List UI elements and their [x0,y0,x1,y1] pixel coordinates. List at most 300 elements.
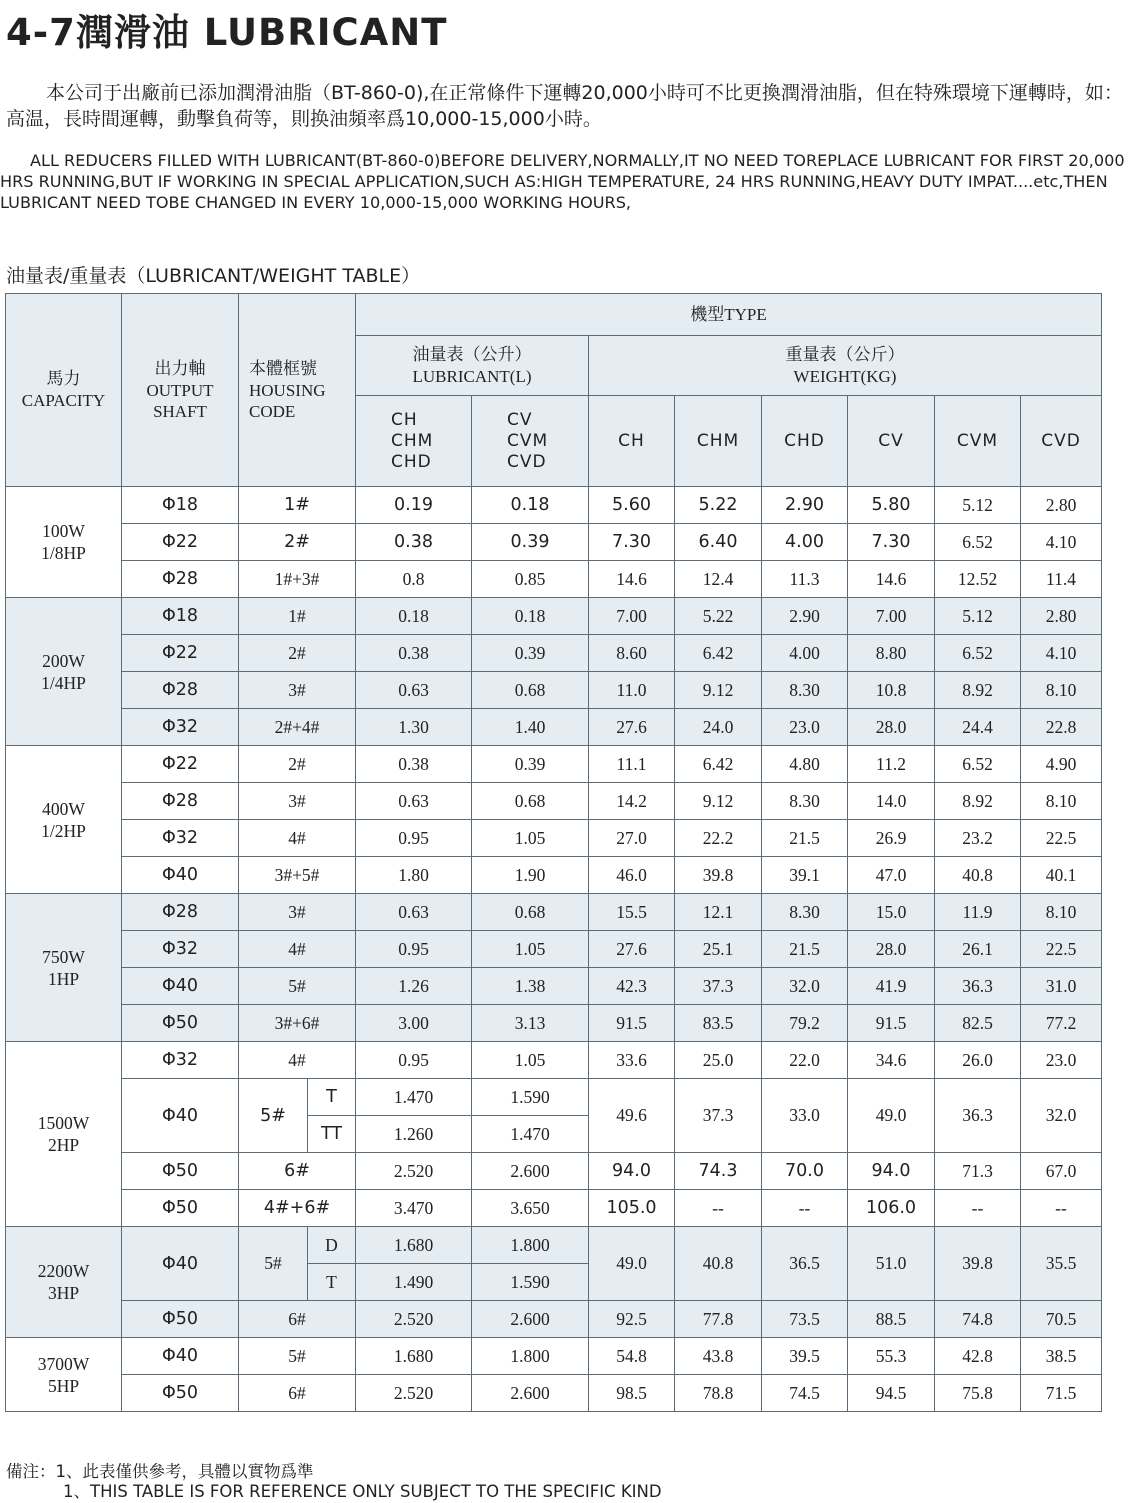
lubricant-ch-cell: 0.18 [356,598,472,635]
weight-cell-cvm: 5.12 [935,598,1021,635]
table-row [6,1042,1102,1079]
weight-cell-cv: 7.30 [848,524,935,561]
housing-code-cell: 5# [239,1079,308,1153]
intro-chinese-text: 本公司于出廠前已添加潤滑油脂（BT-860-0),在正常條件下運轉20,000小時可不比更換潤滑油脂，但在特殊環境下運轉時，如：高温，長時間運轉，動擊負荷等，則换油頻率爲10,000-15,000小時。 [6,82,1123,130]
weight-cell-cvd: 23.0 [1021,1042,1102,1079]
weight-cell-cvm: 6.52 [935,524,1021,561]
lubricant-ch-cell: 1.470 [356,1079,472,1116]
weight-cell-cv: 8.80 [848,635,935,672]
shaft-cell: Φ28 [122,672,239,709]
capacity-label: 3HP [47,1283,80,1303]
shaft-cell: Φ28 [122,561,239,598]
weight-cell-cvm: 74.8 [935,1301,1021,1338]
weight-cell-chd: 21.5 [762,931,848,968]
lubricant-cv-cell: 1.590 [472,1264,589,1301]
shaft-cell: Φ32 [122,931,239,968]
weight-cell-cv: 106.0 [848,1190,935,1227]
weight-cell-chd: 8.30 [762,783,848,820]
shaft-cell: Φ50 [122,1301,239,1338]
shaft-cell: Φ18 [122,487,239,524]
header-capacity [6,294,122,487]
weight-cell-cvm: 42.8 [935,1338,1021,1375]
weight-cell-cv: 14.6 [848,561,935,598]
weight-cell-chd: 11.3 [762,561,848,598]
shaft-cell: Φ28 [122,783,239,820]
capacity-label: 2HP [47,1135,80,1155]
lubricant-ch-cell: 1.680 [356,1227,472,1264]
weight-cell-cvm: 6.52 [935,635,1021,672]
lubricant-cv-cell: 3.13 [472,1005,589,1042]
weight-cell-cvm: 23.2 [935,820,1021,857]
lubricant-cv-cell: 0.39 [472,524,589,561]
shaft-cell: Φ32 [122,709,239,746]
weight-cell-cvd: 22.5 [1021,820,1102,857]
weight-cell-chm: 74.3 [675,1153,762,1190]
weight-cell-chm: 37.3 [675,968,762,1005]
weight-cell-chm: 6.40 [675,524,762,561]
lubricant-ch-cell: 1.490 [356,1264,472,1301]
header-weight-cn: 重量表（公斤） [785,344,905,365]
lubricant-ch-cell: 0.19 [356,487,472,524]
weight-cell-cvd: 8.10 [1021,672,1102,709]
housing-code-cell: 4# [239,931,356,968]
weight-cell-chd: 39.5 [762,1338,848,1375]
table-row [6,783,1102,820]
weight-cell-ch: 27.0 [589,820,675,857]
weight-cell-chm: 78.8 [675,1375,762,1412]
header-model-label: CV [507,409,533,430]
table-row [6,524,1102,561]
shaft-cell: Φ50 [122,1190,239,1227]
housing-code-cell: 1# [239,487,356,524]
weight-cell-cv: 26.9 [848,820,935,857]
weight-cell-cvm: -- [935,1190,1021,1227]
lubricant-cv-cell: 1.90 [472,857,589,894]
weight-cell-chm: 9.12 [675,783,762,820]
weight-cell-ch: 8.60 [589,635,675,672]
weight-cell-ch: 49.6 [589,1079,675,1153]
header-lubricant-en: LUBRICANT(L) [412,366,532,386]
weight-cell-cvm: 6.52 [935,746,1021,783]
weight-cell-cvd: 2.80 [1021,598,1102,635]
shaft-cell: Φ50 [122,1153,239,1190]
housing-sub-cell: TT [308,1116,356,1153]
weight-cell-cvd: 22.8 [1021,709,1102,746]
capacity-cell [6,487,122,598]
shaft-cell: Φ40 [122,968,239,1005]
header-shaft [122,294,239,487]
weight-cell-cvm: 75.8 [935,1375,1021,1412]
capacity-cell [6,746,122,894]
capacity-cell [6,1338,122,1412]
weight-cell-cv: 91.5 [848,1005,935,1042]
weight-cell-cvm: 39.8 [935,1227,1021,1301]
weight-cell-chd: 22.0 [762,1042,848,1079]
weight-cell-cv: 28.0 [848,709,935,746]
weight-cell-cv: 34.6 [848,1042,935,1079]
lubricant-cv-cell: 0.68 [472,672,589,709]
table-title: 油量表/重量表（LUBRICANT/WEIGHT TABLE） [6,265,421,287]
weight-cell-chm: -- [675,1190,762,1227]
weight-cell-cvm: 24.4 [935,709,1021,746]
shaft-cell: Φ40 [122,857,239,894]
weight-cell-ch: 7.00 [589,598,675,635]
header-weight-col-ch: CH [589,396,675,487]
weight-cell-ch: 42.3 [589,968,675,1005]
lubricant-cv-cell: 1.590 [472,1079,589,1116]
weight-cell-cvd: -- [1021,1190,1102,1227]
housing-code-cell: 3# [239,894,356,931]
table-row [6,1079,1102,1116]
header-weight-col-cv: CV [848,396,935,487]
weight-cell-cvd: 38.5 [1021,1338,1102,1375]
table-row [6,1375,1102,1412]
lubricant-cv-cell: 1.05 [472,931,589,968]
lubricant-cv-cell: 2.600 [472,1153,589,1190]
lubricant-ch-cell: 3.470 [356,1190,472,1227]
lubricant-cv-cell: 1.38 [472,968,589,1005]
housing-code-cell: 2# [239,746,356,783]
table-row [6,1301,1102,1338]
weight-cell-ch: 33.6 [589,1042,675,1079]
weight-cell-ch: 27.6 [589,709,675,746]
header-capacity-en: CAPACITY [21,391,106,410]
weight-cell-ch: 14.6 [589,561,675,598]
weight-cell-chm: 77.8 [675,1301,762,1338]
lubricant-cv-cell: 0.68 [472,894,589,931]
lubricant-ch-cell: 0.95 [356,931,472,968]
lubricant-ch-cell: 2.520 [356,1301,472,1338]
capacity-cell [6,598,122,746]
lubricant-ch-cell: 0.8 [356,561,472,598]
housing-code-cell: 6# [239,1301,356,1338]
weight-cell-chm: 12.4 [675,561,762,598]
intro-english-text: ALL REDUCERS FILLED WITH LUBRICANT(BT-860-0)BEFORE DELIVERY,NORMALLY,IT NO NEED TOREPLACE LUBRICANT FOR FIRST 20,000 HRS RUNNING,BUT IF WORKING IN SPECIAL APPLICATION,SUCH AS:HIGH TEMPERATURE, 24 HRS RUNNING,HEAVY DUTY IMPAT....etc,THEN LUBRICANT NEED TOBE CHANGED IN EVERY 10,000-15,000 WORKING HOURS, [0,151,1125,212]
lubricant-ch-cell: 0.38 [356,746,472,783]
table-row [6,1005,1102,1042]
capacity-label: 1500W [37,1113,90,1133]
weight-cell-chd: 4.00 [762,635,848,672]
intro-chinese [6,80,1131,132]
weight-cell-cvd: 77.2 [1021,1005,1102,1042]
header-model-label: CVD [507,451,547,472]
weight-cell-cvd: 4.10 [1021,524,1102,561]
weight-cell-cvd: 2.80 [1021,487,1102,524]
housing-code-cell: 2# [239,635,356,672]
weight-cell-ch: 11.0 [589,672,675,709]
housing-code-cell: 3#+5# [239,857,356,894]
weight-cell-chd: 33.0 [762,1079,848,1153]
weight-cell-chd: 74.5 [762,1375,848,1412]
weight-cell-cv: 28.0 [848,931,935,968]
table-row [6,1153,1102,1190]
lubricant-cv-cell: 0.18 [472,487,589,524]
weight-cell-chd: 2.90 [762,598,848,635]
footnote-chinese: 備注：1、此表僅供參考，具體以實物爲準 [6,1462,314,1481]
housing-code-cell: 4# [239,820,356,857]
weight-cell-chm: 40.8 [675,1227,762,1301]
weight-cell-chd: 32.0 [762,968,848,1005]
weight-cell-cv: 94.0 [848,1153,935,1190]
weight-cell-cv: 88.5 [848,1301,935,1338]
weight-cell-cvm: 36.3 [935,1079,1021,1153]
weight-cell-chm: 37.3 [675,1079,762,1153]
header-lubricant-cv-group [472,396,589,487]
weight-cell-cv: 47.0 [848,857,935,894]
weight-cell-cvm: 8.92 [935,672,1021,709]
weight-cell-ch: 11.1 [589,746,675,783]
header-weight [589,336,1102,396]
lubricant-ch-cell: 1.30 [356,709,472,746]
weight-cell-ch: 91.5 [589,1005,675,1042]
weight-cell-ch: 5.60 [589,487,675,524]
header-shaft-en2: SHAFT [153,401,207,421]
weight-cell-chm: 9.12 [675,672,762,709]
lubricant-ch-cell: 1.260 [356,1116,472,1153]
weight-cell-cvd: 8.10 [1021,783,1102,820]
weight-cell-chm: 12.1 [675,894,762,931]
lubricant-weight-table [5,293,1102,1412]
weight-cell-cvd: 40.1 [1021,857,1102,894]
shaft-cell: Φ22 [122,746,239,783]
housing-code-cell: 1# [239,598,356,635]
lubricant-cv-cell: 1.05 [472,820,589,857]
weight-cell-cv: 10.8 [848,672,935,709]
capacity-label: 3700W [37,1353,90,1374]
weight-cell-ch: 98.5 [589,1375,675,1412]
page-title: 4-7潤滑油 LUBRICANT [6,11,448,54]
lubricant-ch-cell: 3.00 [356,1005,472,1042]
lubricant-cv-cell: 2.600 [472,1375,589,1412]
weight-cell-ch: 15.5 [589,894,675,931]
weight-cell-chd: 73.5 [762,1301,848,1338]
weight-cell-chd: 36.5 [762,1227,848,1301]
weight-cell-chd: 21.5 [762,820,848,857]
weight-cell-chm: 6.42 [675,635,762,672]
weight-cell-cv: 14.0 [848,783,935,820]
table-row [6,1227,1102,1264]
header-shaft-en1: OUTPUT [146,380,214,400]
capacity-label: 100W [42,521,85,541]
weight-cell-chd: 39.1 [762,857,848,894]
header-capacity-cn: 馬力 [46,369,81,389]
weight-cell-cv: 49.0 [848,1079,935,1153]
weight-cell-cvm: 5.12 [935,487,1021,524]
lubricant-ch-cell: 0.63 [356,894,472,931]
header-model-label: CVM [507,430,549,451]
header-lubricant [356,336,589,396]
weight-cell-cvm: 26.1 [935,931,1021,968]
capacity-label: 5HP [47,1375,80,1396]
table-row [6,1338,1102,1375]
lubricant-ch-cell: 0.38 [356,635,472,672]
housing-code-cell: 5# [239,1338,356,1375]
weight-cell-ch: 54.8 [589,1338,675,1375]
lubricant-ch-cell: 1.680 [356,1338,472,1375]
weight-cell-chm: 24.0 [675,709,762,746]
weight-cell-chm: 5.22 [675,487,762,524]
weight-cell-chm: 39.8 [675,857,762,894]
weight-cell-cvd: 71.5 [1021,1375,1102,1412]
table-row [6,820,1102,857]
header-housing-en1: HOUSING [249,380,326,400]
shaft-cell: Φ18 [122,598,239,635]
weight-cell-chd: 2.90 [762,487,848,524]
weight-cell-chm: 25.0 [675,1042,762,1079]
weight-cell-cvm: 40.8 [935,857,1021,894]
weight-cell-chd: -- [762,1190,848,1227]
housing-code-cell: 4#+6# [239,1190,356,1227]
header-housing-en2: CODE [249,401,296,421]
housing-code-cell: 6# [239,1153,356,1190]
header-type: 機型TYPE [356,294,1102,336]
shaft-cell: Φ40 [122,1338,239,1375]
header-model-label: CHM [391,430,434,451]
weight-cell-chm: 6.42 [675,746,762,783]
weight-cell-chd: 4.80 [762,746,848,783]
capacity-label: 1/4HP [41,672,86,693]
weight-cell-chd: 23.0 [762,709,848,746]
lubricant-ch-cell: 0.63 [356,783,472,820]
weight-cell-ch: 14.2 [589,783,675,820]
intro-english [0,150,1140,213]
weight-cell-cv: 51.0 [848,1227,935,1301]
weight-cell-chd: 70.0 [762,1153,848,1190]
weight-cell-chm: 5.22 [675,598,762,635]
weight-cell-cv: 41.9 [848,968,935,1005]
table-row [6,487,1102,524]
lubricant-cv-cell: 0.68 [472,783,589,820]
weight-cell-cvm: 82.5 [935,1005,1021,1042]
housing-code-cell: 5# [239,1227,308,1301]
housing-code-cell: 6# [239,1375,356,1412]
weight-cell-cvm: 11.9 [935,894,1021,931]
capacity-cell [6,1227,122,1338]
weight-cell-chm: 22.2 [675,820,762,857]
housing-code-cell: 1#+3# [239,561,356,598]
header-weight-col-chd: CHD [762,396,848,487]
weight-cell-ch: 7.30 [589,524,675,561]
header-weight-en: WEIGHT(KG) [793,366,897,386]
table-row [6,561,1102,598]
capacity-label: 400W [42,798,85,819]
weight-cell-cv: 15.0 [848,894,935,931]
weight-cell-ch: 105.0 [589,1190,675,1227]
footnote-english: 1、THIS TABLE IS FOR REFERENCE ONLY SUBJECT TO THE SPECIFIC KIND [63,1482,662,1501]
weight-cell-cvd: 4.90 [1021,746,1102,783]
capacity-label: 1/2HP [41,820,86,841]
lubricant-ch-cell: 2.520 [356,1153,472,1190]
capacity-label: 200W [42,650,85,671]
lubricant-cv-cell: 1.40 [472,709,589,746]
shaft-cell: Φ22 [122,635,239,672]
table-row [6,635,1102,672]
lubricant-cv-cell: 1.800 [472,1338,589,1375]
lubricant-ch-cell: 0.63 [356,672,472,709]
lubricant-cv-cell: 0.39 [472,746,589,783]
housing-code-cell: 2#+4# [239,709,356,746]
capacity-label: 2200W [37,1261,90,1281]
weight-cell-cv: 11.2 [848,746,935,783]
shaft-cell: Φ40 [122,1227,239,1301]
weight-cell-cv: 7.00 [848,598,935,635]
housing-code-cell: 4# [239,1042,356,1079]
housing-code-cell: 3#+6# [239,1005,356,1042]
table-row [6,746,1102,783]
weight-cell-cvd: 35.5 [1021,1227,1102,1301]
lubricant-cv-cell: 0.39 [472,635,589,672]
table-row [6,894,1102,931]
header-lubricant-ch-group [356,396,472,487]
lubricant-cv-cell: 0.85 [472,561,589,598]
lubricant-ch-cell: 1.26 [356,968,472,1005]
weight-cell-cvd: 11.4 [1021,561,1102,598]
shaft-cell: Φ32 [122,1042,239,1079]
weight-cell-chm: 83.5 [675,1005,762,1042]
weight-cell-chd: 4.00 [762,524,848,561]
lubricant-ch-cell: 1.80 [356,857,472,894]
table-body [6,294,1102,1412]
shaft-cell: Φ50 [122,1375,239,1412]
capacity-label: 1HP [47,968,80,989]
weight-cell-ch: 46.0 [589,857,675,894]
header-model-label: CHD [391,451,432,472]
header-shaft-cn: 出力軸 [154,358,206,379]
housing-code-cell: 3# [239,783,356,820]
capacity-cell [6,894,122,1042]
capacity-cell [6,1042,122,1227]
shaft-cell: Φ22 [122,524,239,561]
header-model-label: CH [391,409,418,430]
weight-cell-cvm: 26.0 [935,1042,1021,1079]
weight-cell-cv: 55.3 [848,1338,935,1375]
header-weight-col-chm: CHM [675,396,762,487]
weight-cell-cvd: 22.5 [1021,931,1102,968]
table-row [6,857,1102,894]
capacity-label: 1/8HP [41,543,86,563]
footnote [6,1462,662,1502]
lubricant-ch-cell: 0.95 [356,820,472,857]
weight-cell-cvd: 4.10 [1021,635,1102,672]
lubricant-cv-cell: 1.800 [472,1227,589,1264]
weight-cell-chm: 25.1 [675,931,762,968]
housing-code-cell: 2# [239,524,356,561]
weight-cell-cvm: 36.3 [935,968,1021,1005]
weight-cell-chd: 8.30 [762,672,848,709]
weight-cell-cvm: 12.52 [935,561,1021,598]
table-row [6,598,1102,635]
lubricant-cv-cell: 1.470 [472,1116,589,1153]
table-row [6,1190,1102,1227]
weight-cell-ch: 27.6 [589,931,675,968]
table-row [6,709,1102,746]
weight-cell-cv: 5.80 [848,487,935,524]
lubricant-ch-cell: 0.95 [356,1042,472,1079]
header-housing-cn: 本體框號 [249,358,317,379]
lubricant-cv-cell: 0.18 [472,598,589,635]
table-row [6,672,1102,709]
housing-sub-cell: D [308,1227,356,1264]
header-lubricant-cn: 油量表（公升） [412,344,532,365]
weight-cell-cv: 94.5 [848,1375,935,1412]
weight-cell-chd: 79.2 [762,1005,848,1042]
header-weight-col-cvd: CVD [1021,396,1102,487]
weight-cell-ch: 49.0 [589,1227,675,1301]
capacity-label: 750W [42,946,85,967]
lubricant-ch-cell: 2.520 [356,1375,472,1412]
weight-cell-cvd: 8.10 [1021,894,1102,931]
lubricant-ch-cell: 0.38 [356,524,472,561]
